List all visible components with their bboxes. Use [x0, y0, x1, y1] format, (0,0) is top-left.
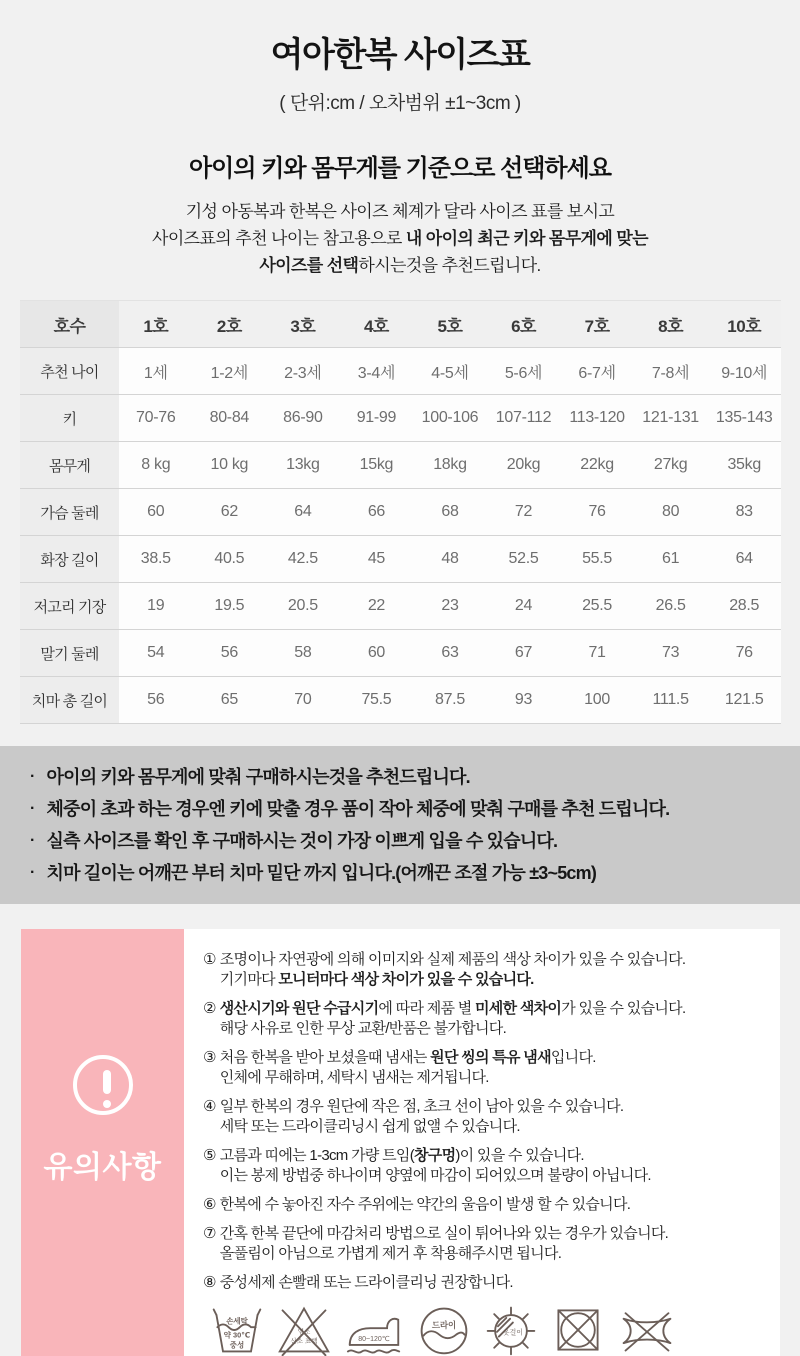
- notice-line: 생산시기와 원단 수급시기에 따라 제품 별 미세한 색차이가 있을 수 있습니다.: [219, 1000, 686, 1017]
- table-cell: 70-76: [119, 395, 193, 442]
- purchase-tips-band: [0, 746, 800, 904]
- table-row: [20, 630, 781, 677]
- table-cell: 1세: [119, 348, 193, 395]
- no-wring-icon: [617, 1302, 677, 1356]
- description-line: 사이즈표의 추천 나이는 참고용으로 내 아이의 최근 키와 몸무게에 맞는: [152, 229, 648, 248]
- table-cell: 76: [560, 489, 634, 536]
- table-cell: 13kg: [266, 442, 340, 489]
- table-cell: 1-2세: [193, 348, 267, 395]
- table-cell: 3-4세: [340, 348, 414, 395]
- tip-item: · 아이의 키와 몸무게에 맞춰 구매하시는것을 추천드립니다.: [30, 767, 470, 787]
- table-cell: 87.5: [413, 677, 487, 724]
- notice-number: ②: [203, 1000, 216, 1017]
- table-cell: 35kg: [707, 442, 781, 489]
- no-tumble-dry-icon: [550, 1302, 606, 1356]
- table-cell: 60: [119, 489, 193, 536]
- table-cell: 80-84: [193, 395, 267, 442]
- notice-line: 기기마다 모니터마다 색상 차이가 있을 수 있습니다.: [219, 971, 534, 988]
- column-header: 2호: [193, 301, 267, 348]
- size-table: [20, 300, 781, 724]
- table-cell: 26.5: [634, 583, 708, 630]
- row-label: 말기 둘레: [20, 630, 119, 677]
- description-line: 기성 아동복과 한복은 사이즈 체계가 달라 사이즈 표를 보시고: [185, 202, 615, 221]
- table-row: [20, 442, 781, 489]
- table-cell: 65: [193, 677, 267, 724]
- column-header: 7호: [560, 301, 634, 348]
- tip-item: · 체중이 초과 하는 경우엔 키에 맞출 경우 품이 작아 체중에 맞춰 구매를 추천 드립니다.: [30, 799, 670, 819]
- svg-text:중성: 중성: [229, 1340, 245, 1350]
- notice-number: ①: [203, 951, 216, 968]
- table-cell: 5-6세: [487, 348, 561, 395]
- care-icons-row: [203, 1302, 774, 1356]
- table-cell: 64: [266, 489, 340, 536]
- exclamation-dot: [103, 1100, 111, 1108]
- table-cell: 56: [119, 677, 193, 724]
- svg-text:옷걸이: 옷걸이: [502, 1329, 524, 1337]
- table-cell: 72: [487, 489, 561, 536]
- no-bleach-icon: [276, 1302, 332, 1356]
- notice-line: 올풀림이 아님으로 가볍게 제거 후 착용해주시면 됩니다.: [219, 1245, 562, 1262]
- table-row: [20, 395, 781, 442]
- notice-line: 조명이나 자연광에 의해 이미지와 실제 제품의 색상 차이가 있을 수 있습니다.: [219, 951, 686, 968]
- table-cell: 22: [340, 583, 414, 630]
- table-cell: 111.5: [634, 677, 708, 724]
- table-cell: 71: [560, 630, 634, 677]
- table-cell: 100-106: [413, 395, 487, 442]
- notice-body: [184, 929, 780, 1356]
- notice-section: [21, 929, 780, 1356]
- bullet-dot: ·: [30, 800, 35, 817]
- svg-text:80~120℃: 80~120℃: [358, 1336, 390, 1344]
- table-cell: 45: [340, 536, 414, 583]
- table-cell: 60: [340, 630, 414, 677]
- svg-text:손세탁: 손세탁: [226, 1316, 248, 1326]
- notice-item: [203, 950, 774, 990]
- notice-line: 중성세제 손빨래 또는 드라이클리닝 권장합니다.: [219, 1274, 513, 1291]
- table-cell: 48: [413, 536, 487, 583]
- notice-item: [203, 1195, 774, 1215]
- table-cell: 93: [487, 677, 561, 724]
- table-cell: 27kg: [634, 442, 708, 489]
- column-header: 4호: [340, 301, 414, 348]
- exclamation-bar: [103, 1070, 111, 1094]
- table-cell: 62: [193, 489, 267, 536]
- table-cell: 15kg: [340, 442, 414, 489]
- page-title: 여아한복 사이즈표: [270, 36, 530, 74]
- table-cell: 135-143: [707, 395, 781, 442]
- table-row: [20, 348, 781, 395]
- svg-text:염소: 염소: [297, 1328, 311, 1336]
- table-cell: 52.5: [487, 536, 561, 583]
- notice-line: 고름과 띠에는 1-3cm 가량 트임(창구멍)이 있을 수 있습니다.: [219, 1147, 584, 1164]
- notice-number: ④: [203, 1098, 216, 1115]
- notice-line: 간혹 한복 끝단에 마감처리 방법으로 실이 튀어나와 있는 경우가 있습니다.: [219, 1225, 669, 1242]
- table-cell: 22kg: [560, 442, 634, 489]
- table-cell: 24: [487, 583, 561, 630]
- header: [0, 0, 800, 279]
- table-cell: 7-8세: [634, 348, 708, 395]
- notice-number: ⑤: [203, 1147, 216, 1164]
- table-cell: 40.5: [193, 536, 267, 583]
- table-cell: 9-10세: [707, 348, 781, 395]
- table-cell: 23: [413, 583, 487, 630]
- table-cell: 64: [707, 536, 781, 583]
- bullet-dot: ·: [30, 864, 35, 881]
- tip-item: · 실측 사이즈를 확인 후 구매하시는 것이 가장 이쁘게 입을 수 있습니다.: [30, 831, 558, 851]
- table-cell: 8 kg: [119, 442, 193, 489]
- table-cell: 6-7세: [560, 348, 634, 395]
- table-cell: 2-3세: [266, 348, 340, 395]
- row-label: 추천 나이: [20, 348, 119, 395]
- dry-clean-icon: [416, 1302, 472, 1356]
- notice-line: 해당 사유로 인한 무상 교환/반품은 불가합니다.: [219, 1020, 507, 1037]
- table-cell: 80: [634, 489, 708, 536]
- selection-description: [0, 198, 800, 279]
- table-cell: 55.5: [560, 536, 634, 583]
- table-cell: 75.5: [340, 677, 414, 724]
- bullet-dot: ·: [30, 832, 35, 849]
- description-line: 사이즈를 선택하시는것을 추천드립니다.: [259, 256, 541, 275]
- table-header-row: [20, 301, 781, 348]
- iron-icon: [343, 1302, 405, 1356]
- notice-number: ⑥: [203, 1196, 216, 1213]
- table-cell: 20.5: [266, 583, 340, 630]
- table-cell: 25.5: [560, 583, 634, 630]
- column-header: 8호: [634, 301, 708, 348]
- table-cell: 42.5: [266, 536, 340, 583]
- table-cell: 107-112: [487, 395, 561, 442]
- bullet-dot: ·: [30, 768, 35, 785]
- svg-text:드라이: 드라이: [431, 1320, 457, 1331]
- table-cell: 68: [413, 489, 487, 536]
- table-cell: 54: [119, 630, 193, 677]
- column-header: 호수: [20, 301, 119, 348]
- unit-subtitle: ( 단위:cm / 오차범위 ±1~3cm ): [279, 93, 521, 114]
- column-header: 6호: [487, 301, 561, 348]
- shade-dry-hanger-icon: [483, 1302, 539, 1356]
- table-cell: 76: [707, 630, 781, 677]
- notice-item: [203, 1273, 774, 1293]
- table-cell: 66: [340, 489, 414, 536]
- notice-line: 이는 봉제 방법중 하나이며 양옆에 마감이 되어있으며 불량이 아닙니다.: [219, 1167, 651, 1184]
- notice-badge-label: 유의사항: [43, 1151, 162, 1184]
- table-cell: 121-131: [634, 395, 708, 442]
- table-cell: 67: [487, 630, 561, 677]
- row-label: 키: [20, 395, 119, 442]
- table-cell: 91-99: [340, 395, 414, 442]
- notice-line: 인체에 무해하며, 세탁시 냄새는 제거됩니다.: [219, 1069, 489, 1086]
- notice-line: 세탁 또는 드라이클리닝시 쉽게 없앨 수 있습니다.: [219, 1118, 520, 1135]
- notice-number: ③: [203, 1049, 216, 1066]
- table-cell: 28.5: [707, 583, 781, 630]
- table-cell: 70: [266, 677, 340, 724]
- table-row: [20, 536, 781, 583]
- table-cell: 63: [413, 630, 487, 677]
- row-label: 화장 길이: [20, 536, 119, 583]
- column-header: 5호: [413, 301, 487, 348]
- column-header: 1호: [119, 301, 193, 348]
- table-cell: 86-90: [266, 395, 340, 442]
- exclamation-icon: [73, 1055, 133, 1115]
- tip-item: · 치마 길이는 어깨끈 부터 치마 밑단 까지 입니다.(어깨끈 조절 가능 ±3~5cm): [30, 863, 597, 883]
- svg-text:산소 표백: 산소 표백: [290, 1338, 318, 1346]
- table-cell: 83: [707, 489, 781, 536]
- table-cell: 38.5: [119, 536, 193, 583]
- table-row: [20, 489, 781, 536]
- row-label: 몸무게: [20, 442, 119, 489]
- column-header: 3호: [266, 301, 340, 348]
- hand-wash-icon: [209, 1302, 265, 1356]
- notice-items: [203, 950, 774, 1293]
- table-row: [20, 677, 781, 724]
- table-cell: 56: [193, 630, 267, 677]
- column-header: 10호: [707, 301, 781, 348]
- row-label: 치마 총 길이: [20, 677, 119, 724]
- table-cell: 18kg: [413, 442, 487, 489]
- notice-number: ⑦: [203, 1225, 216, 1242]
- table-cell: 58: [266, 630, 340, 677]
- table-cell: 113-120: [560, 395, 634, 442]
- table-cell: 73: [634, 630, 708, 677]
- notice-line: 한복에 수 놓아진 자수 주위에는 약간의 울음이 발생 할 수 있습니다.: [219, 1196, 631, 1213]
- selection-heading: 아이의 키와 몸무게를 기준으로 선택하세요: [189, 155, 611, 182]
- row-label: 가슴 둘레: [20, 489, 119, 536]
- row-label: 저고리 기장: [20, 583, 119, 630]
- notice-item: [203, 1146, 774, 1186]
- svg-text:약 30℃: 약 30℃: [223, 1330, 251, 1340]
- table-cell: 121.5: [707, 677, 781, 724]
- notice-number: ⑧: [203, 1274, 216, 1291]
- size-table-body: [20, 301, 781, 724]
- table-cell: 10 kg: [193, 442, 267, 489]
- notice-badge-panel: [21, 929, 184, 1356]
- notice-item: [203, 999, 774, 1039]
- table-cell: 19.5: [193, 583, 267, 630]
- table-cell: 100: [560, 677, 634, 724]
- notice-item: [203, 1224, 774, 1264]
- notice-line: 처음 한복을 받아 보셨을때 냄새는 원단 씽의 특유 냄새입니다.: [219, 1049, 596, 1066]
- notice-item: [203, 1097, 774, 1137]
- table-row: [20, 583, 781, 630]
- notice-item: [203, 1048, 774, 1088]
- table-cell: 20kg: [487, 442, 561, 489]
- table-cell: 19: [119, 583, 193, 630]
- table-cell: 61: [634, 536, 708, 583]
- table-cell: 4-5세: [413, 348, 487, 395]
- notice-line: 일부 한복의 경우 원단에 작은 점, 초크 선이 남아 있을 수 있습니다.: [219, 1098, 624, 1115]
